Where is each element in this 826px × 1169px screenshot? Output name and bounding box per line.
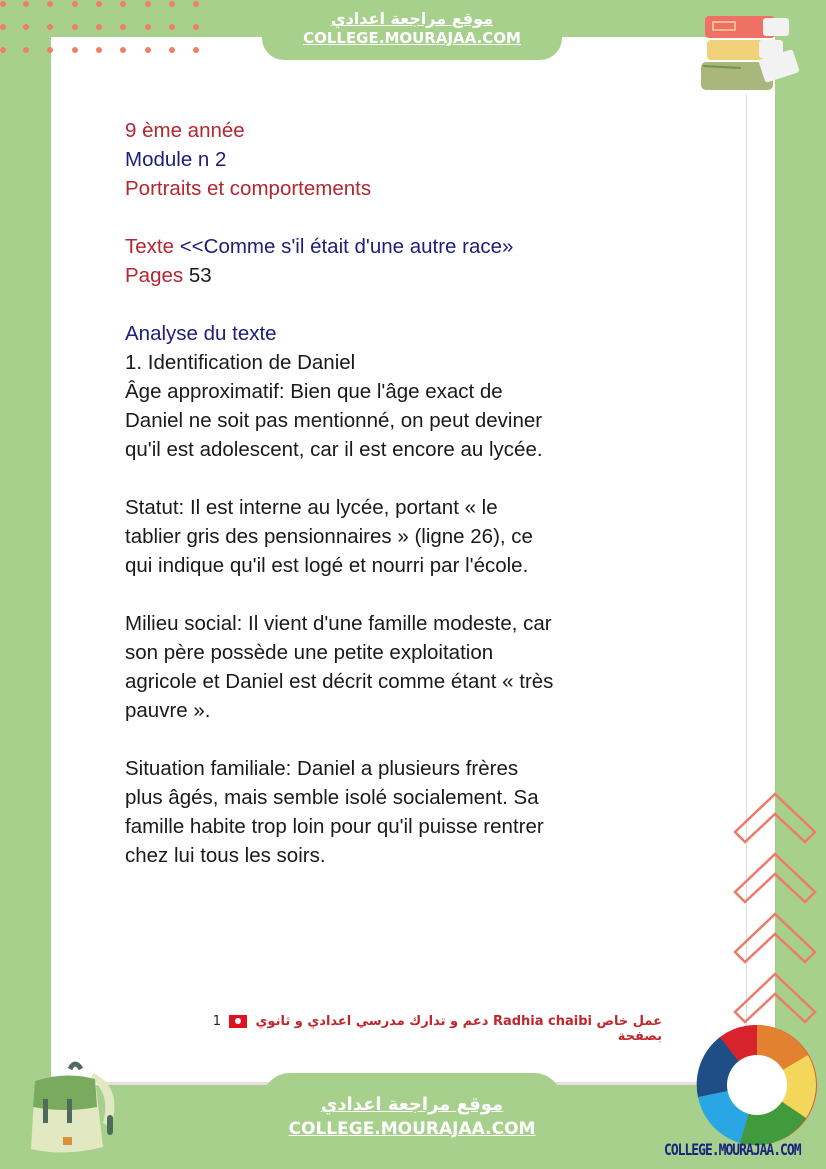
paragraph-line: Statut: Il est interne au lycée, portant « le xyxy=(125,496,498,519)
pages-value: 53 xyxy=(188,264,212,287)
footer-site-name: موقع مراجعة اعدادي xyxy=(320,1094,504,1115)
header-site-url[interactable]: COLLEGE.MOURAJAA.COM xyxy=(303,29,521,47)
paragraph-line: son père possède une petite exploitation xyxy=(125,641,494,664)
header-site-banner[interactable] xyxy=(262,0,562,60)
tunisia-flag-icon xyxy=(229,1015,247,1028)
paragraph-line: pauvre ». xyxy=(125,699,211,722)
chevron-up-icons xyxy=(733,790,818,1030)
paragraph-line: Daniel ne soit pas mentionné, on peut deviner xyxy=(125,409,543,432)
paragraph-line: Milieu social: Il vient d'une famille modeste, car xyxy=(125,612,552,635)
section-title: 1. Identification de Daniel xyxy=(125,351,356,374)
pages-label: Pages xyxy=(125,264,184,287)
paragraph-line: Situation familiale: Daniel a plusieurs frères xyxy=(125,757,519,780)
left-frame-strip xyxy=(0,37,51,1169)
text-reference xyxy=(125,232,685,261)
document-content xyxy=(125,116,685,870)
header-site-name: موقع مراجعة اعدادي xyxy=(330,9,494,28)
paragraph-situation-familiale xyxy=(125,754,685,870)
paragraph-line: Âge approximatif: Bien que l'âge exact de xyxy=(125,380,503,403)
pages-reference xyxy=(125,261,685,290)
paragraph-statut xyxy=(125,493,685,580)
school-subjects-logo-icon xyxy=(694,1022,820,1148)
books-stack-icon xyxy=(693,12,803,94)
paragraph-line: qu'il est adolescent, car il est encore au lycée. xyxy=(125,438,543,461)
analysis-title: Analyse du texte xyxy=(125,322,277,345)
paragraph-line: famille habite trop loin pour qu'il puisse rentrer xyxy=(125,815,544,838)
credit-suffix: دعم و تدارك مدرسي اعدادي و ثانوي xyxy=(255,1014,489,1029)
text-title: <<Comme s'il était d'une autre race» xyxy=(179,235,514,258)
decorative-dots xyxy=(0,0,200,60)
backpack-icon xyxy=(15,1057,115,1157)
paragraph-line: tablier gris des pensionnaires » (ligne 26), ce xyxy=(125,525,533,548)
text-label: Texte xyxy=(125,235,174,258)
grade-label: 9 ème année xyxy=(125,119,245,142)
footer-credit xyxy=(200,1014,662,1044)
paragraph-milieu-social xyxy=(125,609,685,725)
paragraph-line: chez lui tous les soirs. xyxy=(125,844,326,867)
paragraph-line: agricole et Daniel est décrit comme étant « très xyxy=(125,670,554,693)
paragraph-line: plus âgés, mais semble isolé socialement. Sa xyxy=(125,786,539,809)
credit-prefix: عمل خاص بصفحة xyxy=(596,1014,662,1044)
paragraph-line: qui indique qu'il est logé et nourri par l'école. xyxy=(125,554,529,577)
paragraph-age xyxy=(125,377,685,464)
page-number: 1 xyxy=(212,1014,221,1029)
module-label: Module n 2 xyxy=(125,148,227,171)
footer-site-url[interactable]: COLLEGE.MOURAJAA.COM xyxy=(288,1119,536,1139)
footer-site-banner[interactable] xyxy=(262,1073,562,1169)
logo-site-label: COLLEGE.MOURAJAA.COM xyxy=(664,1141,801,1160)
credit-name: Radhia chaibi xyxy=(492,1014,592,1029)
theme-label: Portraits et comportements xyxy=(125,177,372,200)
